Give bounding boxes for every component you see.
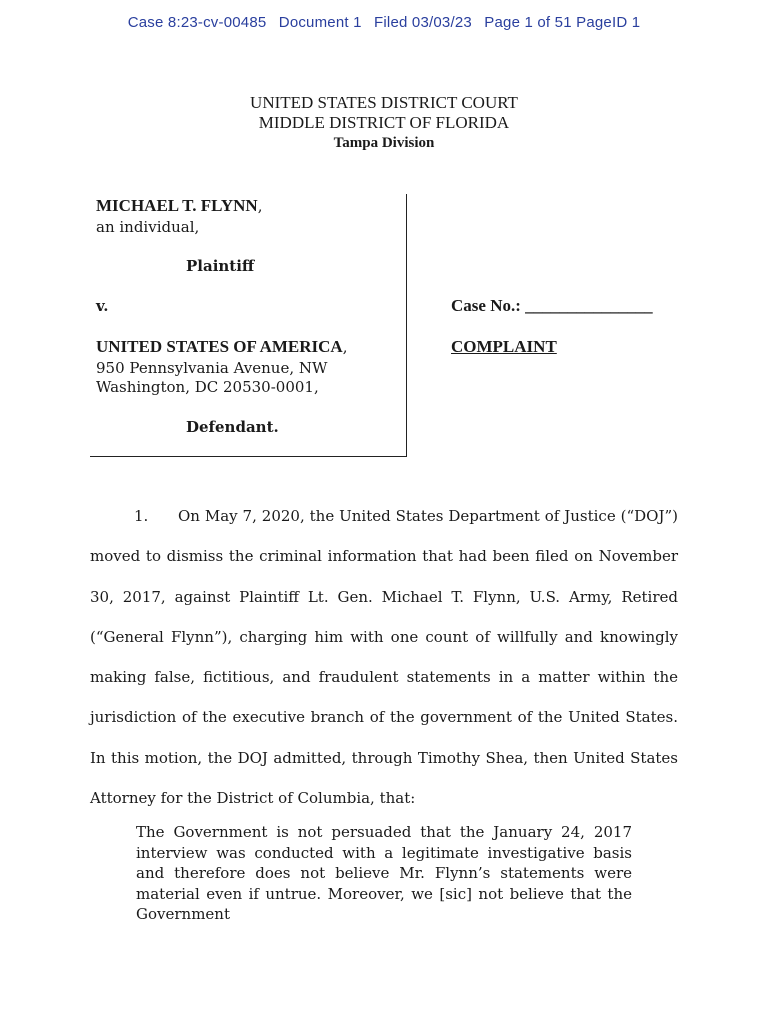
case-number: Case 8:23-cv-00485 — [127, 14, 267, 31]
plaintiff-label: Plaintiff — [186, 257, 255, 275]
plaintiff-line — [96, 196, 262, 216]
page-info: Page 1 of 51 PageID 1 — [484, 14, 641, 31]
filing-stamp — [0, 14, 768, 31]
court-name: UNITED STATES DISTRICT COURT — [250, 93, 518, 112]
plaintiff-name-suffix: , — [257, 197, 263, 215]
block-quote: The Government is not persuaded that the January 24, 2017 interview was conducted with a legitimate investigative basis and therefore does not believe Mr. Flynn’s statements were material even if untrue. Moreover, we [sic] not believe that the Government — [136, 823, 632, 923]
division-name: Tampa Division — [333, 135, 435, 151]
defendant-line — [96, 337, 347, 357]
defendant-address-line1: 950 Pennsylvania Avenue, NW — [96, 359, 328, 377]
filed-date: Filed 03/03/23 — [374, 14, 472, 31]
plaintiff-name: MICHAEL T. FLYNN — [96, 196, 258, 215]
district-name: MIDDLE DISTRICT OF FLORIDA — [258, 113, 510, 132]
versus-label: v. — [96, 297, 109, 315]
case-number-field: Case No.: _______________ — [451, 296, 653, 315]
paragraph-text: On May 7, 2020, the United States Department of Justice (“DOJ”) moved to dismiss the criminal information that had been filed on November 30, 2017, against Plaintiff Lt. Gen. Michael T. Flynn, U.S. Army, Retired (“General Flynn”), charging him with one count of willfully and knowingly making false, fictitious, and fraudulent statements in a matter within the jurisdiction of the executive branch of the government of the United States. In this motion, the DOJ admitted, through Timothy Shea, then United States Attorney for the District of Columbia, that: — [90, 507, 678, 808]
defendant-name-suffix: , — [342, 338, 348, 356]
paragraph-number: 1. — [134, 507, 149, 525]
court-heading — [0, 93, 768, 153]
defendant-address-line2: Washington, DC 20530-0001, — [96, 378, 319, 396]
defendant-name: UNITED STATES OF AMERICA — [96, 337, 343, 356]
case-caption-parties — [90, 194, 407, 457]
document-number: Document 1 — [278, 14, 362, 31]
document-type: COMPLAINT — [451, 337, 557, 356]
plaintiff-description: an individual, — [96, 218, 200, 236]
defendant-label: Defendant. — [186, 418, 279, 436]
paragraph-1 — [90, 496, 678, 818]
